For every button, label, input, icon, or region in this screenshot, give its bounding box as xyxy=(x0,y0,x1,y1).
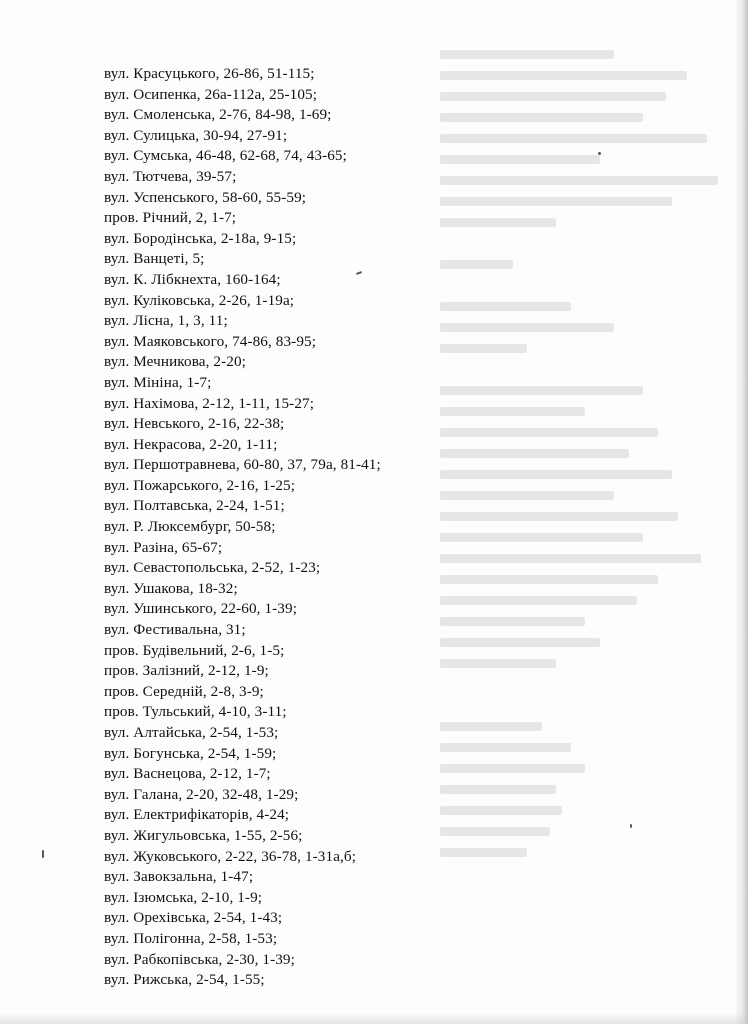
list-item: вул. Васнецова, 2-12, 1-7; xyxy=(104,765,271,783)
page-edge-shadow xyxy=(734,0,748,1024)
list-item: пров. Річний, 2, 1-7; xyxy=(104,209,237,227)
list-item: вул. Куліковська, 2-26, 1-19а; xyxy=(104,291,295,309)
list-item: вул. Богунська, 2-54, 1-59; xyxy=(104,744,277,762)
list-item: пров. Будівельний, 2-6, 1-5; xyxy=(104,641,285,659)
list-item: вул. Маяковського, 74-86, 83-95; xyxy=(104,332,317,350)
list-item: вул. Р. Люксембург, 50-58; xyxy=(104,518,276,536)
list-item: вул. Мечникова, 2-20; xyxy=(104,353,246,371)
list-item: вул. Осипенка, 26а-112а, 25-105; xyxy=(104,85,318,103)
list-item: вул. Успенського, 58-60, 55-59; xyxy=(104,188,307,206)
list-item: вул. Мініна, 1-7; xyxy=(104,373,212,391)
list-item: вул. Красуцького, 26-86, 51-115; xyxy=(104,65,315,82)
list-item: вул. Бородінська, 2-18а, 9-15; xyxy=(104,229,297,247)
scan-speck xyxy=(42,850,44,858)
list-item: вул. Сумська, 46-48, 62-68, 74, 43-65; xyxy=(104,147,347,165)
list-item: вул. Жигульовська, 1-55, 2-56; xyxy=(104,826,303,844)
list-item: вул. Полтавська, 2-24, 1-51; xyxy=(104,497,285,515)
list-item: вул. Лісна, 1, 3, 11; xyxy=(104,312,228,330)
page-bottom-shadow xyxy=(0,1012,748,1024)
list-item: вул. Некрасова, 2-20, 1-11; xyxy=(104,435,278,453)
list-item: вул. Нахімова, 2-12, 1-11, 15-27; xyxy=(104,394,315,412)
list-item: вул. Жуковського, 2-22, 36-78, 1-31а,б; xyxy=(104,847,357,865)
list-item: вул. Пожарського, 2-16, 1-25; xyxy=(104,476,296,494)
list-item: вул. Рижська, 2-54, 1-55; xyxy=(104,971,265,989)
list-item: вул. Орехівська, 2-54, 1-43; xyxy=(104,909,283,927)
list-item: вул. Тютчева, 39-57; xyxy=(104,167,237,185)
list-item: вул. Завокзальна, 1-47; xyxy=(104,868,254,886)
list-item: вул. Ушакова, 18-32; xyxy=(104,579,238,597)
list-item: вул. Першотравнева, 60-80, 37, 79а, 81-41; xyxy=(104,456,381,474)
scan-speck xyxy=(598,152,601,155)
list-item: вул. Фестивальна, 31; xyxy=(104,621,246,639)
list-item: вул. Галана, 2-20, 32-48, 1-29; xyxy=(104,785,299,803)
list-item: пров. Тульський, 4-10, 3-11; xyxy=(104,703,287,721)
list-item: вул. Ізюмська, 2-10, 1-9; xyxy=(104,888,263,906)
list-item: вул. К. Лібкнехта, 160-164; xyxy=(104,270,281,288)
list-item: пров. Середній, 2-8, 3-9; xyxy=(104,682,264,700)
list-item: вул. Ванцеті, 5; xyxy=(104,250,205,268)
list-item: вул. Алтайська, 2-54, 1-53; xyxy=(104,724,279,741)
street-list xyxy=(104,64,381,991)
list-item: вул. Севастопольська, 2-52, 1-23; xyxy=(104,559,321,577)
list-item: вул. Електрифікаторів, 4-24; xyxy=(104,806,290,824)
list-item: вул. Полігонна, 2-58, 1-53; xyxy=(104,929,278,947)
list-item: вул. Разіна, 65-67; xyxy=(104,538,223,556)
list-item: вул. Сулицька, 30-94, 27-91; xyxy=(104,126,288,144)
list-item: вул. Смоленська, 2-76, 84-98, 1-69; xyxy=(104,106,332,124)
list-item: пров. Залізний, 2-12, 1-9; xyxy=(104,662,269,680)
show-through-text xyxy=(440,50,730,710)
list-item: вул. Невського, 2-16, 22-38; xyxy=(104,415,285,433)
scan-speck xyxy=(630,824,632,828)
list-item: вул. Рабкопівська, 2-30, 1-39; xyxy=(104,950,295,968)
list-item: вул. Ушинського, 22-60, 1-39; xyxy=(104,600,298,618)
